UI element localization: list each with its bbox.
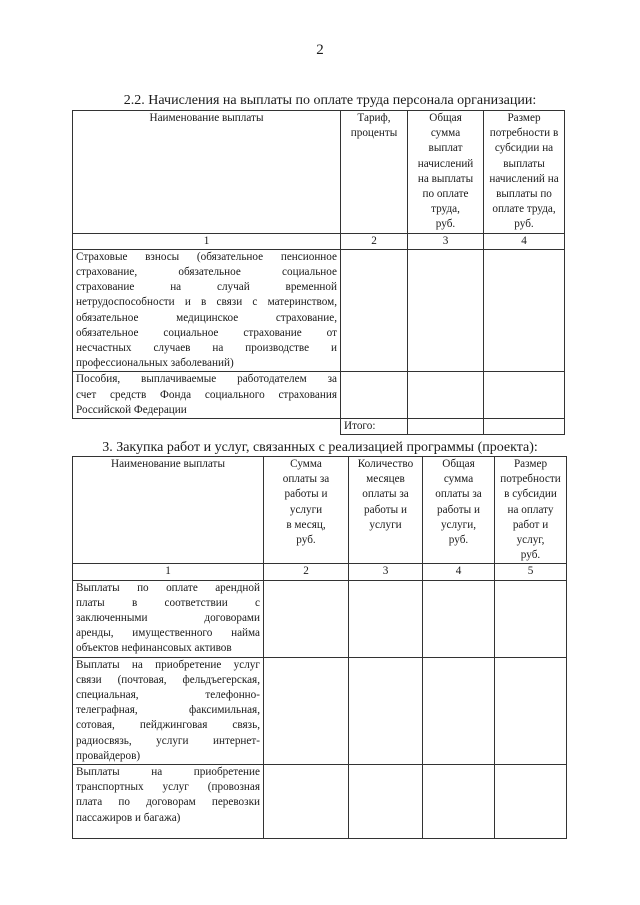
text-line: выплаты [503,157,545,170]
text-line: проценты [350,127,398,140]
row-label-rent-payments [73,580,264,657]
text-line: услуги, [440,518,477,531]
column-number-row [73,233,565,249]
procurement-table [72,456,567,839]
text-line: оплате труда, [492,203,556,216]
total-label: Итого: [341,419,408,435]
text-line: аренды, имущественного найма [76,627,260,640]
text-line: Выплаты на приобретение услуг [76,658,260,671]
text-line: пассажиров и багажа) [76,811,181,824]
months-count-cell[interactable] [349,765,423,839]
col-header-total-sum [423,457,495,564]
text-line: труда, [431,203,460,216]
text-line: руб. [296,534,316,547]
col-header-subsidy-need [484,111,565,234]
subsidy-need-cell[interactable] [484,372,565,419]
text-line: начислений на [489,172,559,185]
text-line: начислений [417,157,474,170]
months-count-cell[interactable] [349,580,423,657]
text-line: услуг, [516,534,545,547]
text-line: выплаты по [496,188,552,201]
text-line: Наименование выплаты [149,112,264,124]
table-row [73,765,567,839]
text-line: Пособия, выплачиваемые работодателем за [76,373,337,386]
text-line: Выплаты по оплате арендной [76,581,260,594]
column-number: 1 [73,233,341,249]
text-line: руб. [435,218,456,231]
text-line: заключенными договорами [76,612,260,625]
total-subsidy-cell[interactable] [484,419,565,435]
total-sum-cell[interactable] [408,419,484,435]
text-line: несчастных случаев на производстве и [76,342,337,355]
tariff-cell[interactable] [341,372,408,419]
text-line: субсидии на [494,142,554,155]
page-number: 2 [316,42,324,58]
text-line: сумма [443,473,474,486]
text-line: месяцев [366,473,405,486]
text-line: плата по договорам перевозки [76,796,260,809]
text-line: руб. [520,549,541,562]
text-line: работы и [437,503,480,516]
text-line: страхование на случай временной [76,281,337,294]
text-line: в месяц, [286,518,326,531]
text-line: на оплату [507,503,554,516]
text-line: Размер [513,458,548,470]
text-line: профессиональных заболеваний) [76,357,234,370]
text-line: на выплаты [417,172,474,185]
text-line: оплаты за [362,488,409,501]
text-line: Размер [507,112,541,124]
text-line: Страховые взносы (обязательное пенсионное [76,250,337,263]
column-number: 2 [341,233,408,249]
text-line: руб. [514,218,534,231]
subsidy-need-cell[interactable] [484,249,565,372]
text-line: потребности [500,473,561,486]
text-line: услуги [369,518,402,531]
text-line: сумма [430,127,461,140]
text-line: платы в соответствии с [76,596,260,609]
text-line: сотовая, пейджинговая связь, [76,719,260,732]
monthly-sum-cell[interactable] [264,580,349,657]
section-title-payroll-accruals: 2.2. Начисления на выплаты по оплате труда персонала организации: [123,93,537,108]
subsidy-need-cell[interactable] [495,657,567,764]
text-line: Общая [442,458,475,470]
table-row [73,372,565,419]
text-line: руб. [448,534,469,547]
column-number-row [73,564,567,580]
subsidy-need-cell[interactable] [495,580,567,657]
text-line: обязательное социальное страхование от [76,326,337,339]
col-header-tariff [341,111,408,234]
column-number: 4 [423,564,495,580]
col-header-monthly-sum [264,457,349,564]
total-sum-cell[interactable] [423,765,495,839]
monthly-sum-cell[interactable] [264,765,349,839]
text-line: телеграфная, факсимильная, [76,704,260,717]
col-header-months-count [349,457,423,564]
text-line: обязательное медицинское страхование, [76,311,337,324]
text-line: работ и [512,518,549,531]
text-line: страхование, обязательное социальное [76,266,337,279]
text-line: связи (почтовая, фельдъегерская, [76,673,260,686]
text-line: в субсидии [504,488,557,501]
text-line: потребности в [489,127,559,140]
table-row [73,249,565,372]
text-line: счет средств Фонда социального страхования [76,388,337,401]
total-row [73,419,565,435]
table-header-row [73,111,565,234]
text-line: нетрудоспособности и в связи с материнством, [76,296,337,309]
text-line: Тариф, [357,112,391,124]
text-line: Общая [429,112,462,124]
text-line: объектов нефинансовых активов [76,642,232,655]
total-sum-cell[interactable] [408,249,484,372]
table-row [73,657,567,764]
total-sum-cell[interactable] [423,580,495,657]
text-line: Выплаты на приобретение [76,766,260,779]
text-line: радиосвязь, услуги интернет- [76,734,260,747]
row-label-social-benefits [73,372,341,419]
text-line: по оплате [422,188,469,201]
total-sum-cell[interactable] [408,372,484,419]
table-header-row [73,457,567,564]
column-number: 3 [349,564,423,580]
text-line: работы и [364,503,407,516]
months-count-cell[interactable] [349,657,423,764]
text-line: специальная, телефонно- [76,689,260,702]
col-header-name [73,111,341,234]
tariff-cell[interactable] [341,249,408,372]
table-row [73,580,567,657]
column-number: 5 [495,564,567,580]
text-line: выплат [428,142,463,155]
subsidy-need-cell[interactable] [495,765,567,839]
row-label-insurance-contributions [73,249,341,372]
text-line: услуги [289,503,323,516]
text-line: провайдеров) [76,749,141,762]
column-number: 1 [73,564,264,580]
text-line: оплаты за [435,488,482,501]
text-line: Сумма [290,458,322,470]
total-sum-cell[interactable] [423,657,495,764]
text-line: Наименование выплаты [111,458,225,470]
text-line: оплаты за [282,473,330,486]
text-line: Российской Федерации [76,403,187,416]
section-title-procurement: 3. Закупка работ и услуг, связанных с реализацией программы (проекта): [102,440,538,455]
column-number: 2 [264,564,349,580]
col-header-name [73,457,264,564]
text-line: работы и [284,488,328,501]
col-header-subsidy-need [495,457,567,564]
text-line: транспортных услуг (провозная [76,781,260,794]
text-line: Количество [357,458,414,470]
monthly-sum-cell[interactable] [264,657,349,764]
column-number: 4 [484,233,565,249]
col-header-total-sum [408,111,484,234]
payroll-accruals-table [72,110,565,435]
row-label-communication-services [73,657,264,764]
row-label-transport-services [73,765,264,839]
column-number: 3 [408,233,484,249]
